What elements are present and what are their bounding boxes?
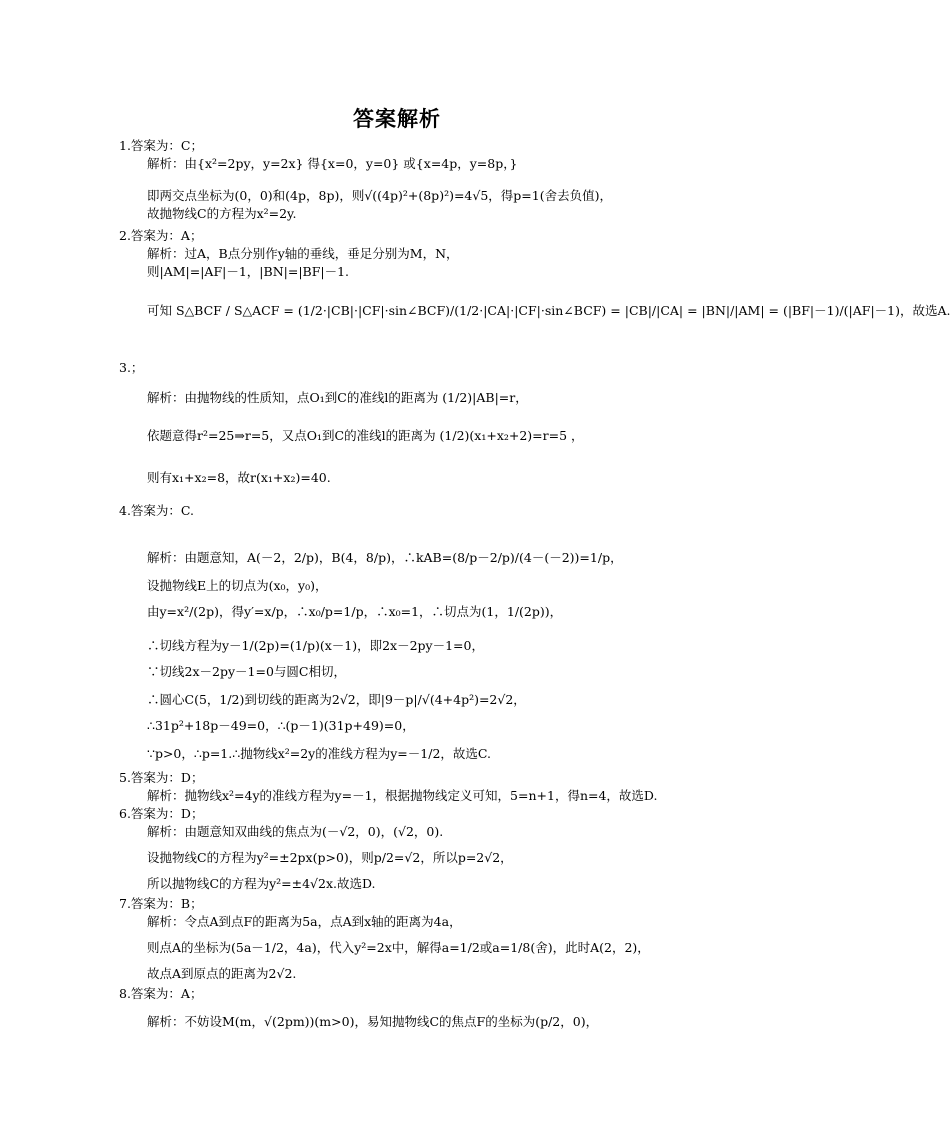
solution-line: 解析：不妨设M(m，√(2pm))(m>0)，易知抛物线C的焦点F的坐标为(p/2，0)， [147, 1014, 599, 1029]
answer-heading: 4.答案为：C. [119, 503, 195, 518]
answer-heading: 6.答案为：D； [119, 806, 204, 821]
solution-line: 则有x₁+x₂=8，故r(x₁+x₂)=40. [147, 470, 331, 485]
solution-line: 故点A到原点的距离为2√2. [147, 966, 297, 981]
solution-line: ∴切线方程为y－1/(2p)=(1/p)(x－1)，即2x－2py－1=0， [147, 638, 484, 653]
solution-line: 解析：过A，B点分别作y轴的垂线，垂足分别为M，N， [147, 246, 459, 261]
solution-line: 由y=x²/(2p)，得y′=x/p，∴x₀/p=1/p，∴x₀=1，∴切点为(1，1/(2p))， [147, 604, 563, 619]
solution-line: ∵切线2x－2py－1=0与圆C相切， [147, 664, 346, 679]
solution-line: 依题意得r²=25⇒r=5，又点O₁到C的准线l的距离为 (1/2)(x₁+x₂+2)=r=5 ， [147, 428, 584, 443]
solution-line: 解析：令点A到点F的距离为5a，点A到x轴的距离为4a， [147, 914, 462, 929]
solution-line: 则|AM|=|AF|－1，|BN|=|BF|－1. [147, 264, 350, 279]
solution-line: ∴31p²+18p－49=0，∴(p－1)(31p+49)=0， [147, 718, 415, 733]
solution-line: 设抛物线C的方程为y²=±2px(p>0)，则p/2=√2，所以p=2√2， [147, 850, 513, 865]
solution-line: 解析：由题意知，A(－2，2/p)，B(4，8/p)，∴kAB=(8/p－2/p)/(4－(－2))=1/p， [147, 550, 623, 565]
solution-line: 解析：抛物线x²=4y的准线方程为y=－1，根据抛物线定义可知，5=n+1，得n=4，故选D. [147, 788, 658, 803]
solution-line: 故抛物线C的方程为x²=2y. [147, 206, 297, 221]
solution-line: ∵p>0，∴p=1.∴抛物线x²=2y的准线方程为y=－1/2，故选C. [147, 746, 491, 761]
answer-heading: 2.答案为：A； [119, 228, 203, 243]
answer-heading: 8.答案为：A； [119, 986, 203, 1001]
answer-heading: 5.答案为：D； [119, 770, 204, 785]
page-title: 答案解析 [353, 107, 441, 131]
solution-line: 设抛物线E上的切点为(x₀，y₀)， [147, 578, 328, 593]
solution-line: 所以抛物线C的方程为y²=±4√2x.故选D. [147, 876, 376, 891]
solution-line: 可知 S△BCF / S△ACF = (1/2·|CB|·|CF|·sin∠BCF)/(1/2·|CA|·|CF|·sin∠BCF) = |CB|/|CA| = |BN|/|AM| = (|BF|－1)/(|AF|－1)，故选A. [147, 303, 951, 318]
solution-line: 即两交点坐标为(0，0)和(4p，8p)，则√((4p)²+(8p)²)=4√5，得p=1(舍去负值)， [147, 188, 612, 203]
solution-line: 解析：由抛物线的性质知，点O₁到C的准线l的距离为 (1/2)|AB|=r， [147, 390, 528, 405]
solution-line: ∴圆心C(5，1/2)到切线的距离为2√2，即|9－p|/√(4+4p²)=2√2， [147, 692, 526, 707]
solution-line: 解析：由{x²=2py，y=2x} 得{x=0，y=0} 或{x=4p，y=8p，} [147, 156, 518, 171]
solution-line: 则点A的坐标为(5a－1/2，4a)，代入y²=2x中，解得a=1/2或a=1/8(舍)，此时A(2，2)， [147, 940, 650, 955]
answer-heading: 3.； [119, 360, 144, 375]
answer-heading: 7.答案为：B； [119, 896, 203, 911]
solution-line: 解析：由题意知双曲线的焦点为(－√2，0)，(√2，0). [147, 824, 444, 839]
answer-heading: 1.答案为：C； [119, 138, 203, 153]
